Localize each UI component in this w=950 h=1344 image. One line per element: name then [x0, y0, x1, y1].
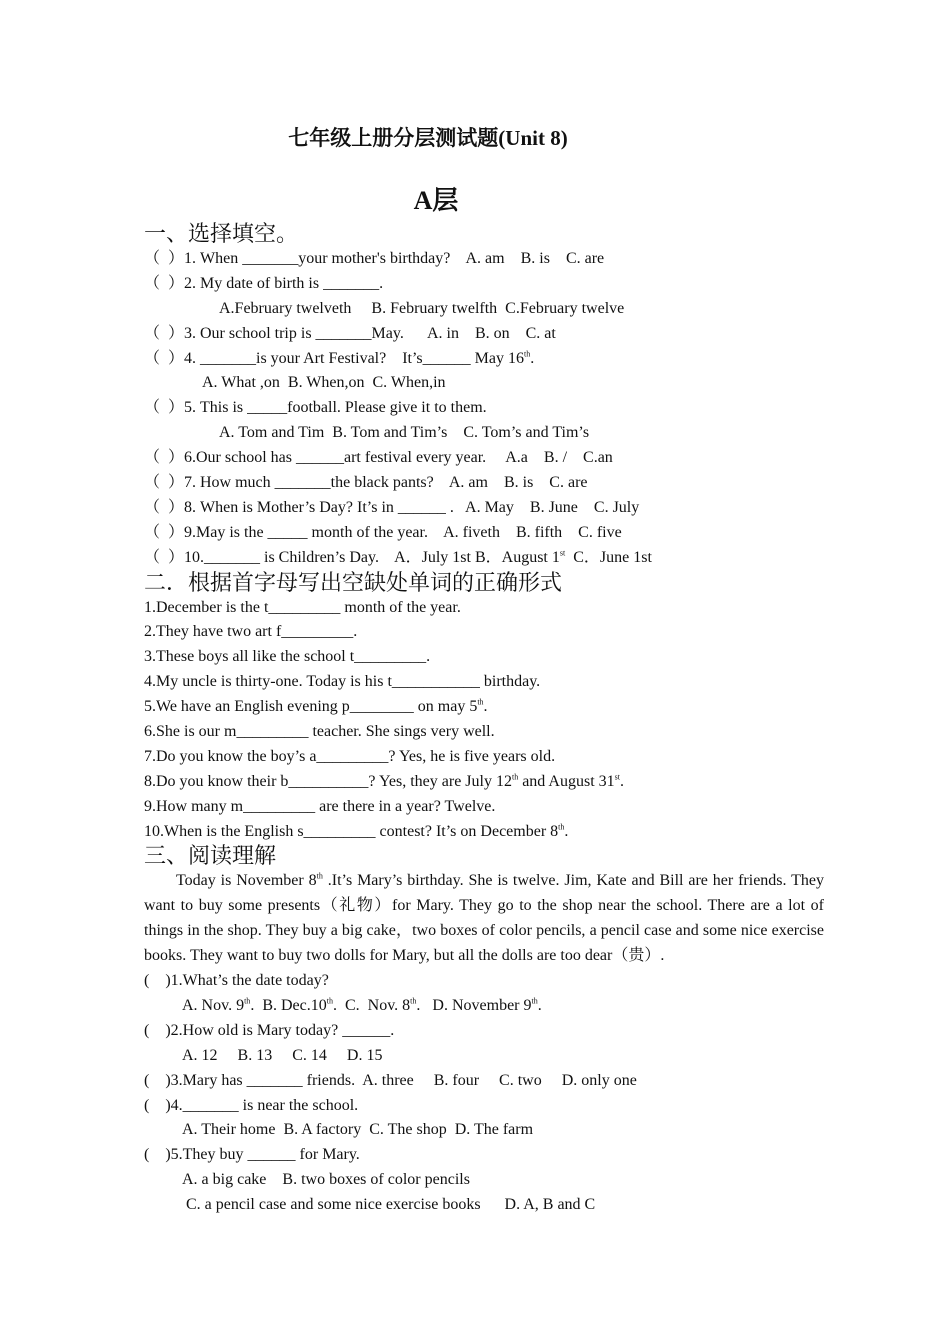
reading-question-2-options: A. 12 B. 13 C. 14 D. 15 [182, 1046, 383, 1064]
question-4-text: （ ）4. _______is your Art Festival? It’s______ May 16 [144, 349, 524, 367]
option-b: . B. Dec.10 [250, 997, 327, 1014]
question-2: （ ）2. My date of birth is _______. [144, 274, 384, 292]
fill-2: 2.They have two art f_________. [144, 623, 358, 641]
fill-10: 10.When is the English s_________ contest? It’s on December 8th. [144, 822, 569, 840]
superscript: th [477, 697, 484, 707]
fill-9: 9.How many m_________ are there in a year? Twelve. [144, 797, 496, 815]
fill-4: 4.My uncle is thirty-one. Today is his t___________ birthday. [144, 673, 541, 691]
question-7: （ ）7. How much _______the black pants? A. am B. is C. are [144, 474, 588, 492]
fill-1: 1.December is the t_________ month of the year. [144, 598, 461, 616]
question-9: （ ）9.May is the _____ month of the year. A. fiveth B. fifth C. five [144, 523, 622, 541]
reading-question-5: ( )5.They buy ______ for Mary. [144, 1146, 360, 1164]
superscript: th [558, 822, 565, 832]
option-c: . C. Nov. 8 [332, 997, 411, 1014]
fill-8: 8.Do you know their b__________? Yes, they are July 12th and August 31st. [144, 772, 624, 790]
fill-3: 3.These boys all like the school t_________. [144, 648, 431, 666]
reading-question-1-options [144, 994, 824, 1019]
reading-question-4-options: A. Their home B. A factory C. The shop D. The farm [182, 1121, 534, 1139]
exam-content [144, 222, 824, 1218]
superscript: th [244, 996, 251, 1006]
fill-6: 6.She is our m_________ teacher. She sings very well. [144, 723, 495, 741]
question-2-options: A.February twelveth B. February twelfth C.February twelve [219, 299, 625, 317]
question-8: （ ）8. When is Mother’s Day? It’s in ______ . A. May B. June C. July [144, 498, 640, 516]
superscript: th [524, 349, 531, 359]
fill-8-text-end: and August 31 [518, 772, 615, 790]
question-3: （ ）3. Our school trip is _______May. A. in B. on C. at [144, 324, 556, 342]
option-d: . D. November 9 [416, 997, 532, 1014]
question-6: （ ）6.Our school has ______art festival every year. A.a B. / C.an [144, 449, 613, 467]
reading-question-3: ( )3.Mary has _______ friends. A. three B. four C. two D. only one [144, 1071, 637, 1089]
question-10 [144, 546, 824, 571]
reading-question-1: ( )1.What’s the date today? [144, 972, 329, 990]
reading-question-5-options-2: C. a pencil case and some nice exercise books D. A, B and C [182, 1196, 596, 1214]
level-heading: A层 [413, 186, 459, 215]
reading-question-2: ( )2.How old is Mary today? ______. [144, 1021, 395, 1039]
question-5-options: A. Tom and Tim B. Tom and Tim’s C. Tom’s and Tim’s [219, 424, 590, 442]
superscript: st [614, 772, 620, 782]
section-1-heading: 一、选择填空。 [144, 222, 299, 247]
question-5: （ ）5. This is _____football. Please give it to them. [144, 399, 487, 417]
superscript: th [511, 772, 519, 782]
fill-5: 5.We have an English evening p________ on may 5th. [144, 697, 488, 716]
question-1: （ ）1. When _______your mother's birthday? A. am B. is C. are [144, 250, 605, 267]
page-title: 七年级上册分层测试题(Unit 8) [288, 126, 568, 150]
reading-passage [144, 869, 824, 969]
fill-10-text: 10.When is the English s_________ contest? It’s on December 8 [144, 822, 559, 840]
question-10-text: （ ）10._______ is Children’s Day. A．July 1st B．August 1 [144, 548, 560, 566]
section-2-heading: 二．根据首字母写出空缺处单词的正确形式 [144, 570, 563, 596]
superscript: th [410, 996, 417, 1006]
reading-question-4: ( )4._______ is near the school. [144, 1096, 359, 1114]
passage-start: Today is November 8 [176, 872, 317, 890]
question-4: （ ）4. _______is your Art Festival? It’s______ May 16th. [144, 349, 535, 367]
question-10-text-end: C．June 1st [565, 548, 652, 566]
superscript: th [326, 996, 333, 1006]
superscript: th [531, 996, 538, 1006]
superscript: th [316, 872, 323, 882]
question-4-options: A. What ,on B. When,on C. When,in [202, 374, 446, 392]
section-3-heading: 三、阅读理解 [144, 844, 277, 870]
passage-body: .It’s Mary’s birthday. She is twelve. Jim, Kate and Bill are her friends. They want to buy some presents（礼物）for Mary. They go to the shop near the school. There are a lot of things in the shop. They buy a big cake，two boxes of color pencils, a pencil case and some nice exercise books. They want to buy two dolls for Mary, but all the dolls are too dear（贵）. [144, 872, 825, 965]
fill-8-text: 8.Do you know their b__________? Yes, they are July 12 [144, 772, 512, 790]
fill-5-text: 5.We have an English evening p________ on may 5 [144, 698, 478, 716]
superscript: st [559, 548, 566, 558]
option-end: . [537, 997, 542, 1014]
reading-question-5-options-1: A. a big cake B. two boxes of color pencils [182, 1171, 470, 1189]
option-a: A. Nov. 9 [182, 997, 245, 1014]
fill-7: 7.Do you know the boy’s a_________? Yes, he is five years old. [144, 747, 556, 765]
